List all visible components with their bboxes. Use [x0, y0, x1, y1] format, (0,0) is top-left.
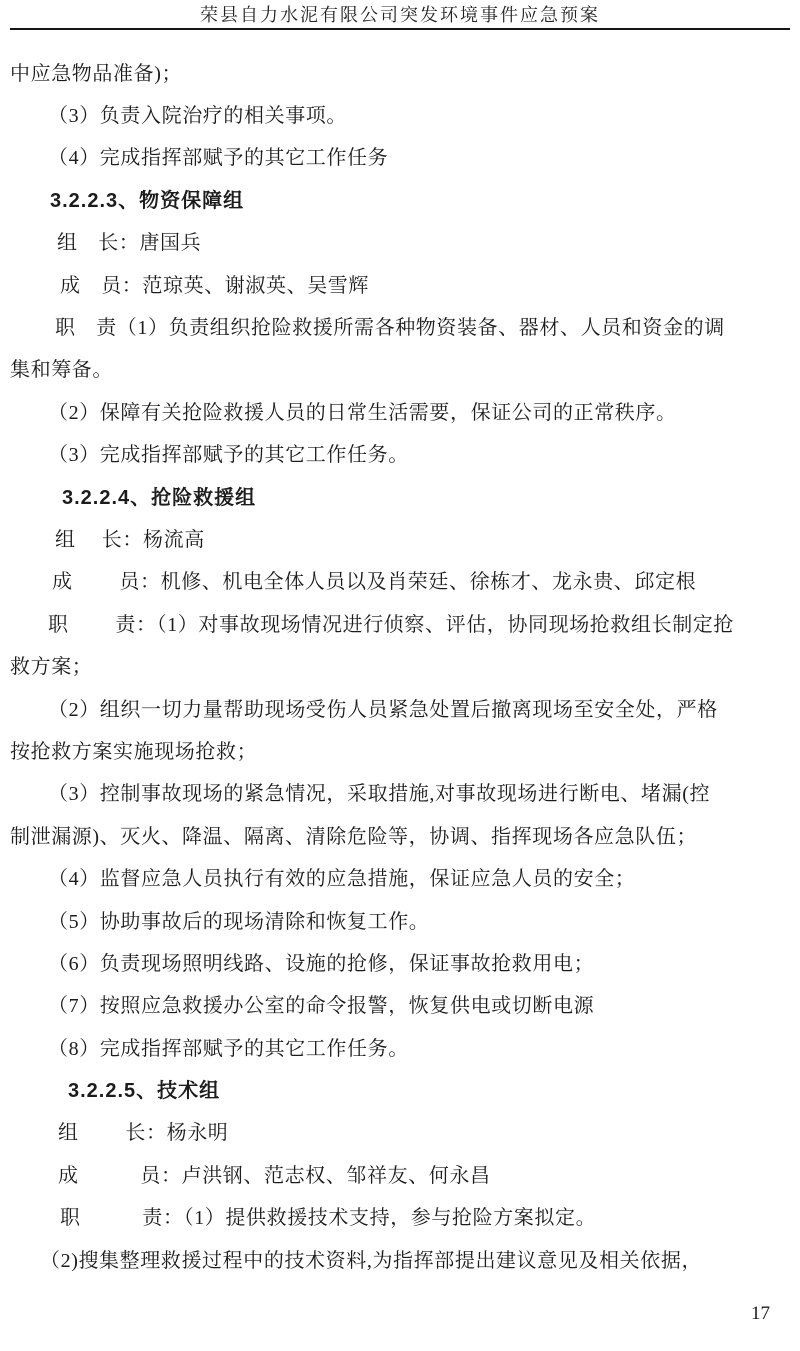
document-body	[0, 30, 800, 1279]
section-heading-3-2-2-4: 3.2.2.4、抢险救援组	[62, 486, 257, 509]
numbered-item-line: （2）保障有关抢险救援人员的日常生活需要，保证公司的正常秩序。	[48, 401, 677, 424]
numbered-item-line: （3）控制事故现场的紧急情况，采取措施,对事故现场进行断电、堵漏(控	[48, 783, 711, 806]
team-members-line: 成 员：机修、机电全体人员以及肖荣廷、徐栋才、龙永贵、邱定根	[52, 571, 697, 594]
section-heading-3-2-2-3: 3.2.2.3、物资保障组	[50, 189, 245, 212]
team-leader-line: 组 长：杨流高	[55, 528, 205, 551]
numbered-item-line: （4）完成指挥部赋予的其它工作任务	[48, 147, 389, 170]
team-duties-line: 职 责：（1）对事故现场情况进行侦察、评估，协同现场抢救组长制定抢	[48, 613, 734, 636]
page-number: 17	[751, 1303, 770, 1324]
numbered-item-line: （2)搜集整理救援过程中的技术资料,为指挥部提出建议意见及相关依据，	[40, 1249, 703, 1272]
numbered-item-line: （2）组织一切力量帮助现场受伤人员紧急处置后撤离现场至安全处，严格	[48, 698, 718, 721]
team-leader-line: 组 长：杨永明	[58, 1122, 229, 1145]
section-heading-3-2-2-5: 3.2.2.5、技术组	[68, 1080, 221, 1103]
numbered-item-line: （4）监督应急人员执行有效的应急措施，保证应急人员的安全；	[48, 868, 636, 891]
numbered-item-line: （3）完成指挥部赋予的其它工作任务。	[48, 444, 409, 467]
numbered-item-line: （8）完成指挥部赋予的其它工作任务。	[48, 1037, 409, 1060]
paragraph-continuation-line: 制泄漏源)、灭火、降温、隔离、清除危险等，协调、指挥现场各应急队伍；	[10, 825, 698, 848]
numbered-item-line: （7）按照应急救援办公室的命令报警，恢复供电或切断电源	[48, 995, 595, 1018]
page-header	[0, 0, 800, 30]
team-members-line: 成 员：卢洪钢、范志权、邹祥友、何永昌	[58, 1164, 491, 1187]
paragraph-continuation-line: 集和筹备。	[10, 359, 113, 382]
team-members-line: 成 员：范琼英、谢淑英、吴雪辉	[60, 274, 369, 297]
numbered-item-line: （3）负责入院治疗的相关事项。	[48, 105, 347, 128]
paragraph-continuation-line: 救方案；	[10, 656, 93, 679]
team-leader-line: 组 长：唐国兵	[57, 232, 202, 255]
team-duties-line: 职 责（1）负责组织抢险救援所需各种物资装备、器材、人员和资金的调	[55, 317, 725, 340]
numbered-item-line: （6）负责现场照明线路、设施的抢修，保证事故抢救用电；	[48, 952, 595, 975]
page-footer	[751, 1303, 770, 1325]
paragraph-continuation-line: 按抢救方案实施现场抢救；	[10, 740, 258, 763]
numbered-item-line: （5）协助事故后的现场清除和恢复工作。	[48, 910, 430, 933]
paragraph-continuation-line: 中应急物品准备)；	[10, 62, 183, 85]
header-title: 荣县自力水泥有限公司突发环境事件应急预案	[200, 5, 600, 25]
team-duties-line: 职 责：（1）提供救援技术支持，参与抢险方案拟定。	[60, 1207, 597, 1230]
